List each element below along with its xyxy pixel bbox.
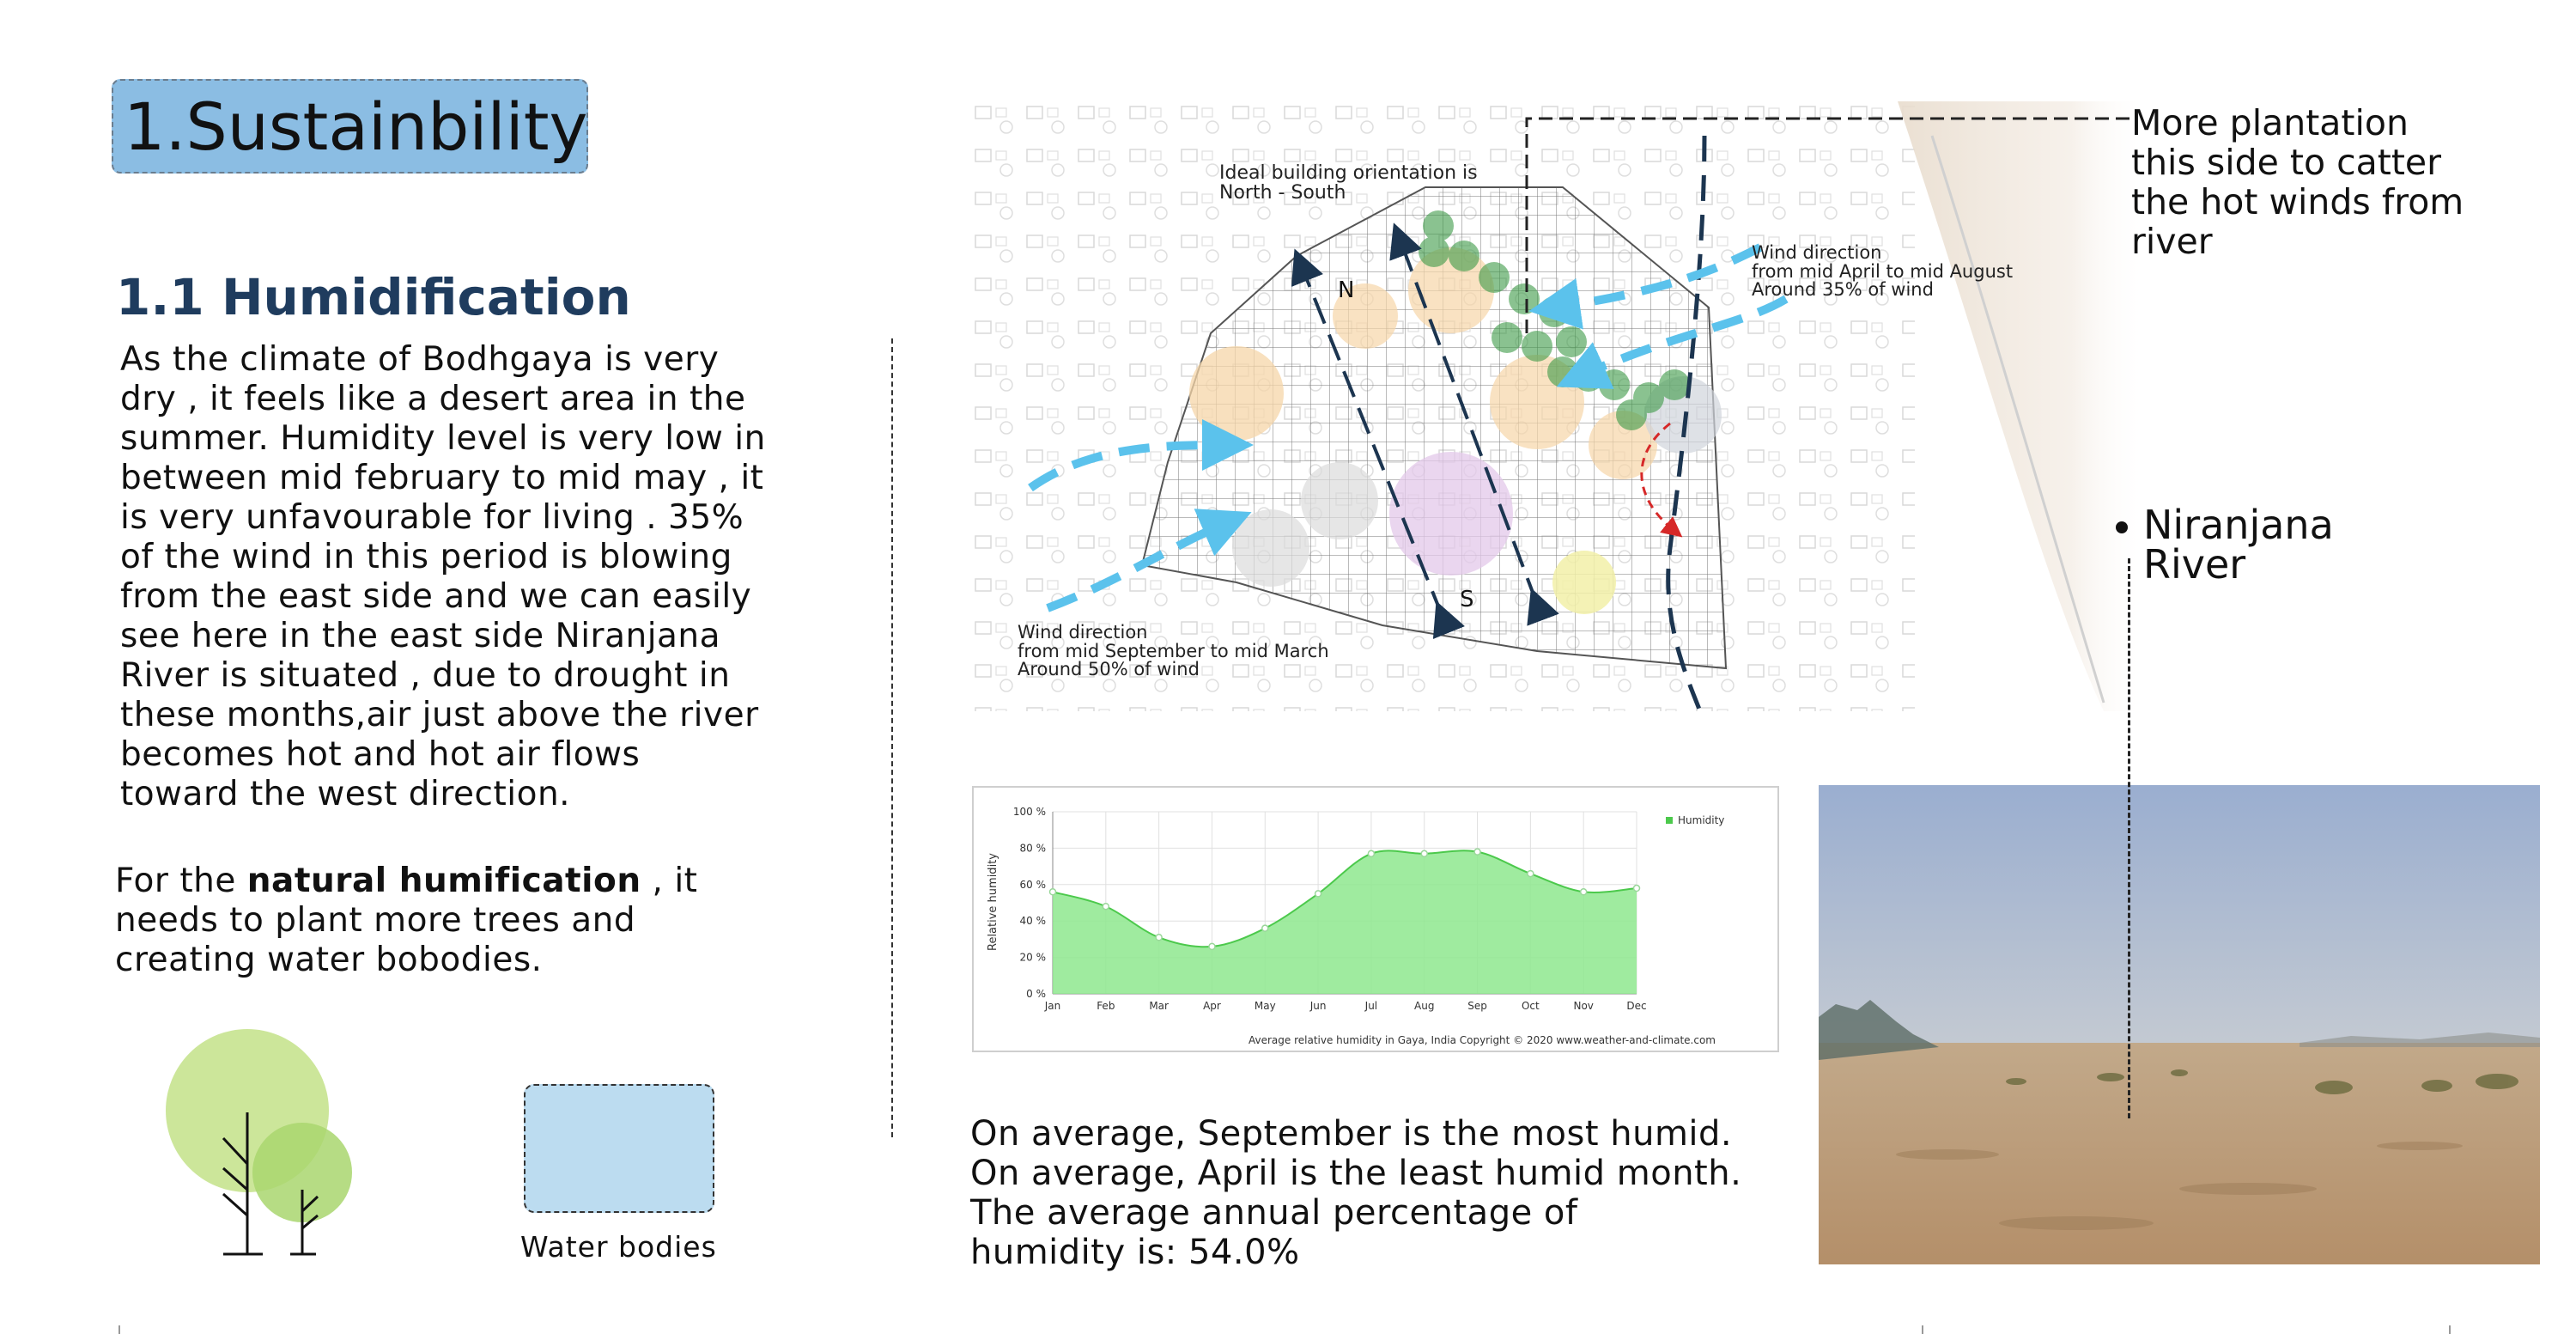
humidity-point (1103, 904, 1109, 910)
y-tick-label: 100 % (1012, 806, 1046, 818)
x-tick-label: Sep (1467, 1000, 1487, 1012)
paragraph-line: needs to plant more trees and (115, 901, 636, 940)
water-bodies-label: Water bodies (520, 1230, 717, 1264)
river-label-line: River (2143, 541, 2246, 588)
climate-paragraph (120, 340, 876, 814)
humidity-point (1209, 943, 1215, 949)
humidity-point (1315, 891, 1321, 897)
humidity-point (1050, 889, 1056, 895)
map-wind-east-label: Around 35% of wind (1752, 279, 1934, 300)
plantation-note (2131, 103, 2464, 261)
river-marker-dot (2116, 521, 2128, 533)
river-pointer-line (2128, 558, 2130, 1118)
paragraph-line: River is situated , due to drought in (120, 656, 731, 695)
paragraph-line (115, 862, 871, 901)
text-suffix: , it (641, 862, 698, 900)
x-tick-label: May (1254, 1000, 1276, 1012)
plantation-note-line: river (2131, 221, 2213, 262)
x-tick-label: Oct (1521, 1000, 1540, 1012)
paragraph-line: As the climate of Bodhgaya is very (120, 340, 720, 379)
humidity-chart (972, 786, 1779, 1052)
map-orientation-note: North - South (1219, 182, 1346, 204)
summary-line: On average, April is the least humid month. (970, 1154, 1742, 1193)
paragraph-line: of the wind in this period is blowing (120, 538, 732, 576)
paragraph-line: becomes hot and hot air flows (120, 735, 641, 774)
water-bodies-swatch (524, 1084, 714, 1213)
map-wind-west-label: from mid September to mid March (1018, 641, 1329, 661)
south-label: S (1460, 587, 1474, 612)
humidity-point (1581, 889, 1587, 895)
river-photo (1819, 785, 2540, 1264)
chart-caption: Average relative humidity in Gaya, India Copyright © 2020 www.weather-and-climate.com (1249, 1034, 1716, 1046)
x-tick-label: Mar (1149, 1000, 1169, 1012)
legend-label: Humidity (1678, 814, 1725, 826)
map-wind-west-label: Wind direction (1018, 622, 1148, 643)
section-title-box (112, 79, 588, 174)
y-tick-label: 20 % (1019, 951, 1046, 964)
y-axis-label: Relative humidity (987, 853, 999, 951)
paragraph-line: summer. Humidity level is very low in (120, 419, 766, 458)
humidity-point (1156, 935, 1162, 941)
tree-icon (155, 1026, 369, 1263)
x-tick-label: Dec (1626, 1000, 1647, 1012)
x-tick-label: Aug (1414, 1000, 1435, 1012)
x-tick-label: Feb (1097, 1000, 1115, 1012)
bold-phrase: natural humification (246, 862, 641, 900)
humidity-point (1262, 925, 1268, 931)
river-label (2143, 502, 2334, 588)
paragraph-line: dry , it feels like a desert area in the (120, 380, 746, 418)
paragraph-line: creating water bobodies. (115, 941, 543, 979)
section-title: 1.Sustainbility (124, 88, 588, 165)
y-tick-label: 0 % (1026, 988, 1046, 1000)
map-orientation-note: Ideal building orientation is (1219, 162, 1478, 184)
plantation-note-line: More plantation (2131, 102, 2409, 143)
map-wind-east-label: Wind direction (1752, 242, 1882, 263)
summary-line: humidity is: 54.0% (970, 1233, 1300, 1272)
humidity-point (1634, 886, 1640, 892)
humidity-point (1421, 850, 1427, 856)
x-tick-label: Jul (1364, 1000, 1378, 1012)
x-tick-label: Nov (1573, 1000, 1594, 1012)
y-tick-label: 80 % (1019, 842, 1046, 855)
river-label-line: Niranjana (2143, 502, 2334, 548)
paragraph-line: is very unfavourable for living . 35% (120, 498, 744, 537)
summary-line: The average annual percentage of (970, 1193, 1578, 1233)
y-tick-label: 40 % (1019, 915, 1046, 928)
footer-tick (2449, 1325, 2451, 1334)
map-wind-east-label: from mid April to mid August (1752, 261, 2014, 282)
paragraph-line: see here in the east side Niranjana (120, 617, 721, 655)
legend-swatch (1666, 817, 1673, 824)
subsection-heading: 1.1 Humidification (116, 268, 631, 326)
column-divider (891, 338, 893, 1137)
text-prefix: For the (115, 862, 247, 900)
x-tick-label: Apr (1203, 1000, 1221, 1012)
x-tick-label: Jan (1044, 1000, 1061, 1012)
footer-tick (1922, 1325, 1923, 1334)
plantation-note-line: this side to catter (2131, 142, 2441, 183)
x-tick-label: Jun (1309, 1000, 1327, 1012)
humidity-point (1368, 850, 1374, 856)
humidity-summary (970, 1114, 1812, 1272)
site-map (970, 101, 2147, 711)
paragraph-line: toward the west direction. (120, 775, 571, 813)
north-label: N (1338, 277, 1355, 303)
y-tick-label: 60 % (1019, 878, 1046, 891)
recommendation-paragraph (115, 862, 871, 980)
plantation-note-line: the hot winds from (2131, 181, 2464, 222)
map-wind-west-label: Around 50% of wind (1018, 659, 1200, 679)
paragraph-line: these months,air just above the river (120, 696, 759, 734)
paragraph-line: between mid february to mid may , it (120, 459, 764, 497)
paragraph-line: from the east side and we can easily (120, 577, 752, 616)
humidity-point (1528, 871, 1534, 877)
humidity-chart-svg (974, 788, 1777, 1051)
footer-tick (118, 1325, 120, 1334)
summary-line: On average, September is the most humid. (970, 1114, 1733, 1154)
humidity-point (1474, 849, 1480, 855)
